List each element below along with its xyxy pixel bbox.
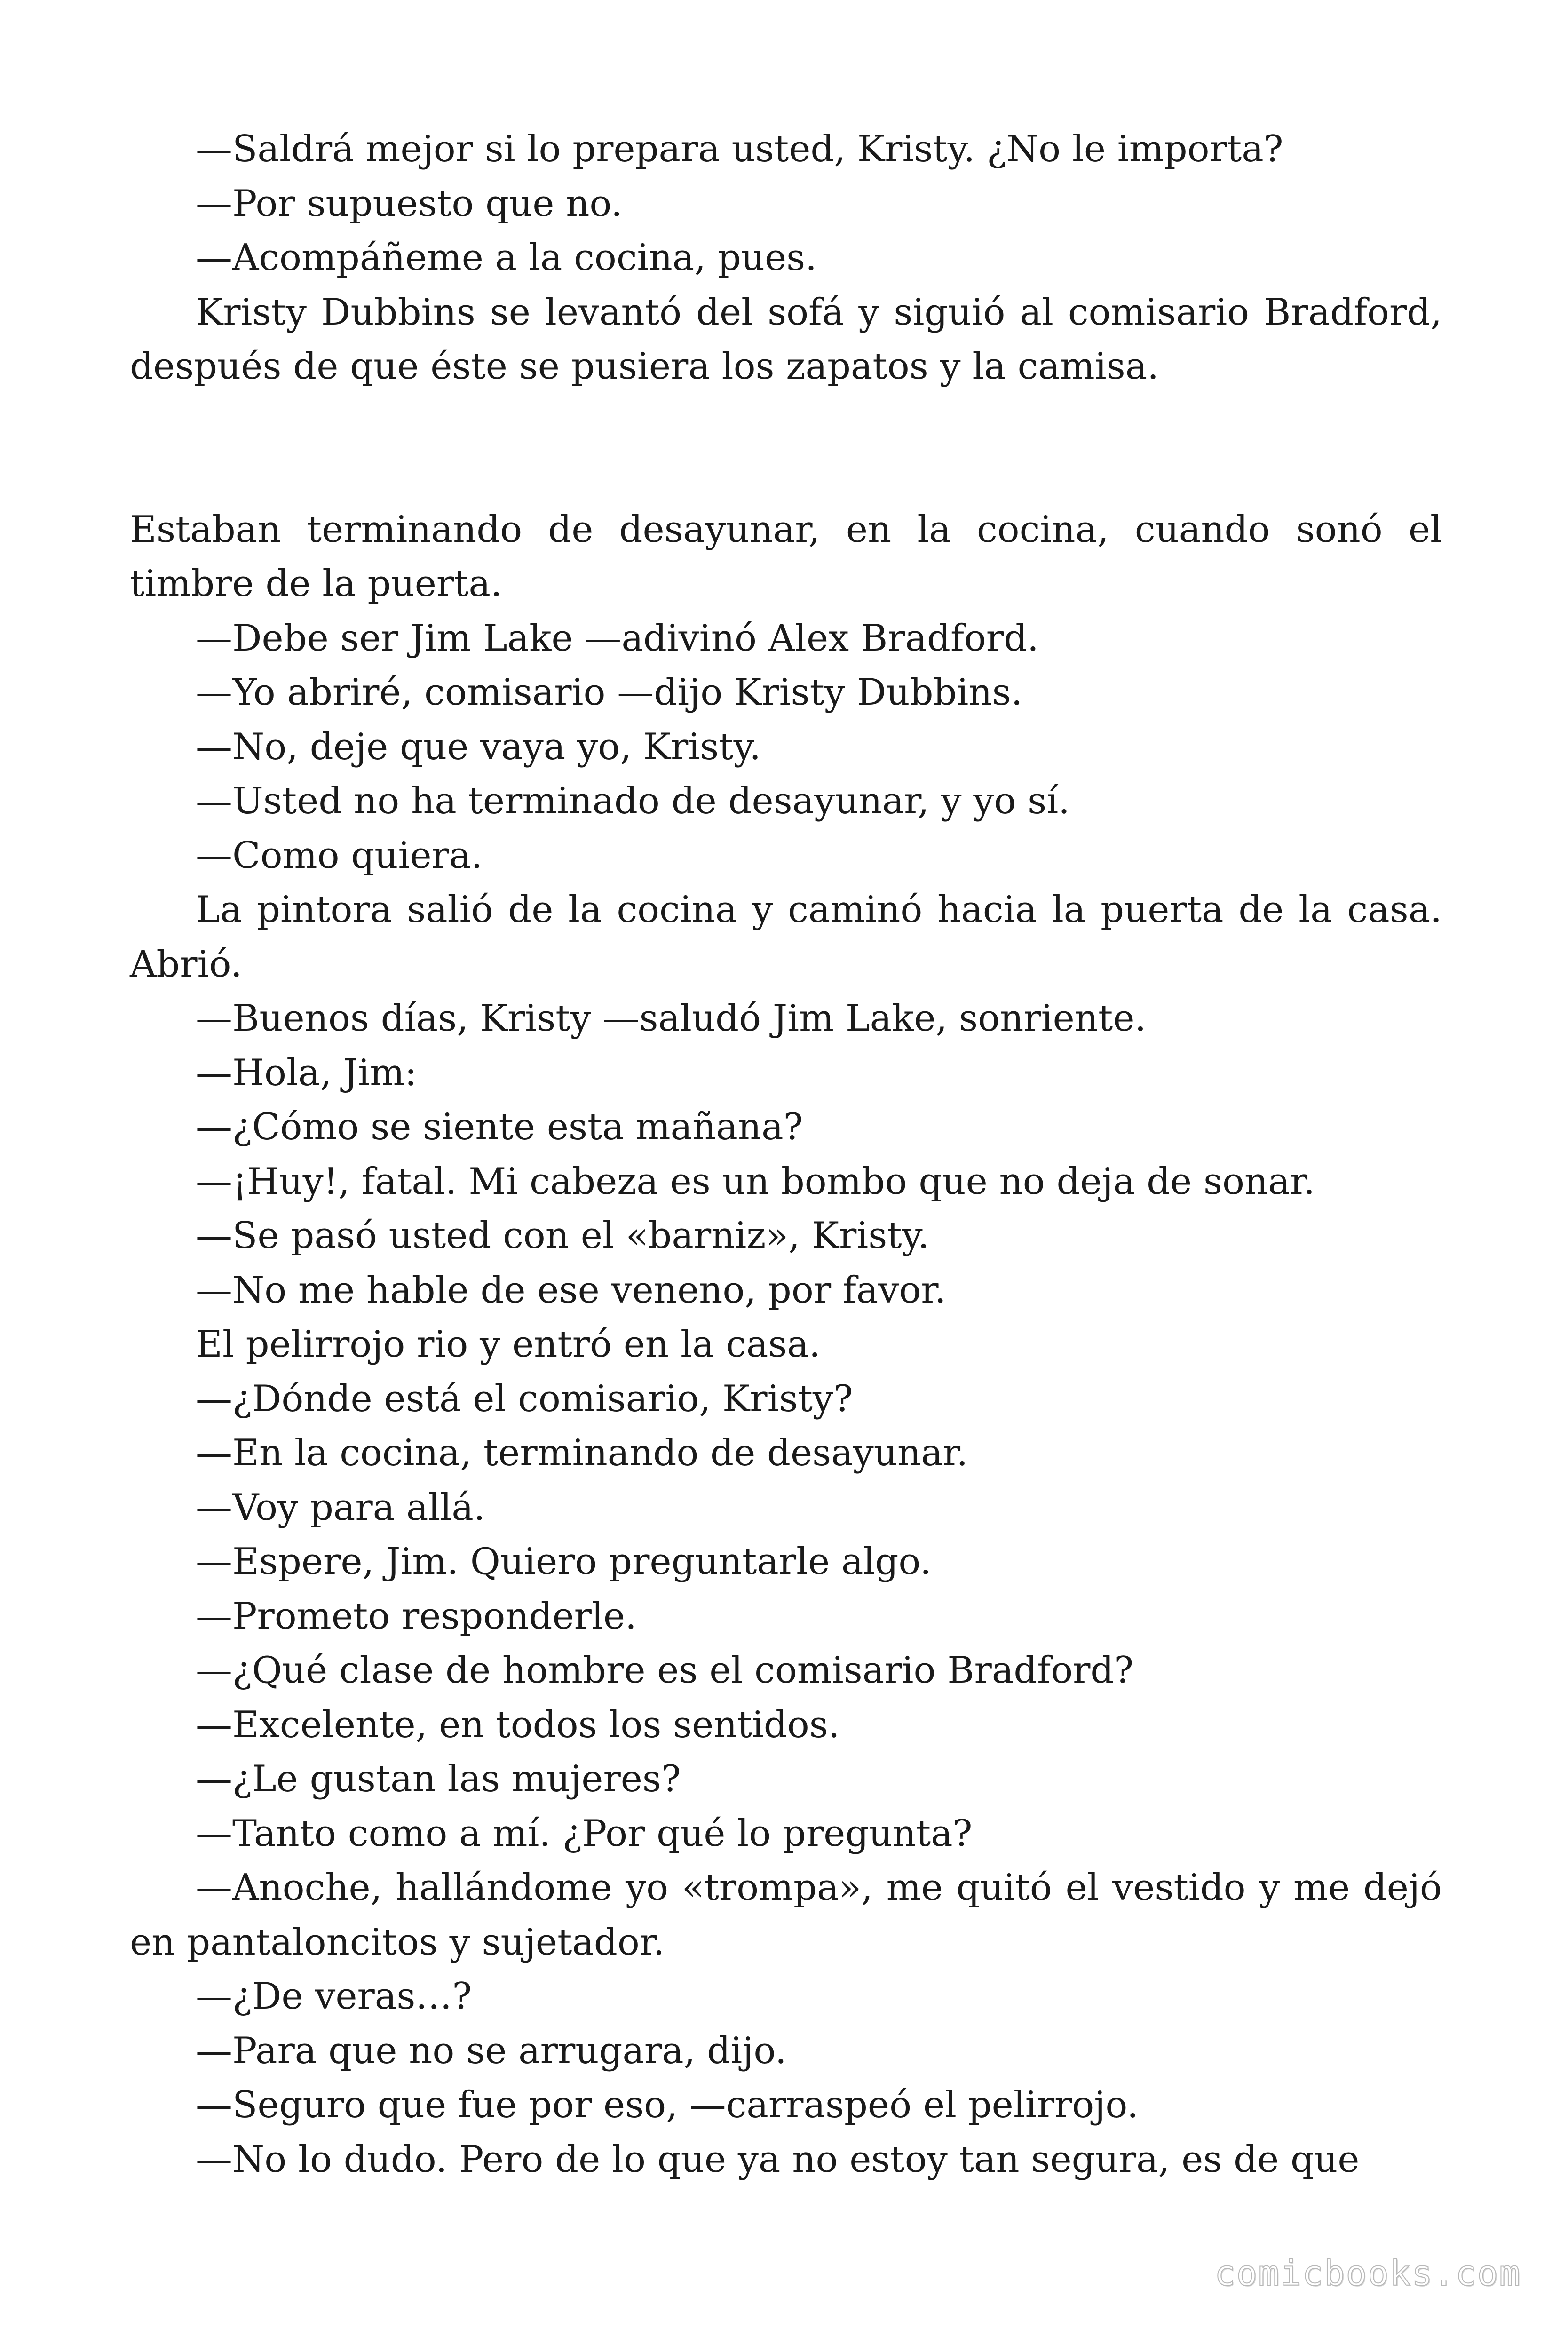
paragraph: —No lo dudo. Pero de lo que ya no estoy tan segura, es de que: [196, 2138, 1360, 2181]
paragraph: —Seguro que fue por eso, —carraspeó el pelirrojo.: [196, 2084, 1139, 2126]
paragraph: —No, deje que vaya yo, Kristy.: [196, 725, 761, 768]
paragraph: —Saldrá mejor si lo prepara usted, Kristy. ¿No le importa?: [196, 128, 1283, 170]
watermark: comicbooks.com: [1214, 2253, 1521, 2294]
paragraph: El pelirrojo rio y entró en la casa.: [196, 1323, 821, 1366]
paragraph: —Voy para allá.: [196, 1486, 485, 1529]
paragraph: —Como quiera.: [196, 834, 483, 877]
paragraph: —Prometo responderle.: [196, 1595, 637, 1637]
paragraph: —¡Huy!, fatal. Mi cabeza es un bombo que no deja de sonar.: [196, 1160, 1315, 1203]
paragraph: —Anoche, hallándome yo «trompa», me quitó el vestido y me dejó en pantaloncitos y sujetador.: [130, 1867, 1442, 1963]
paragraph: —Buenos días, Kristy —saludó Jim Lake, sonriente.: [196, 997, 1147, 1040]
paragraph: —Espere, Jim. Quiero preguntarle algo.: [196, 1541, 932, 1583]
paragraph: —Para que no se arrugara, dijo.: [196, 2029, 787, 2072]
book-page: [130, 122, 1442, 2187]
paragraph: —Tanto como a mí. ¿Por qué lo pregunta?: [196, 1812, 973, 1855]
section-break: [130, 394, 1442, 503]
paragraph: —¿Cómo se siente esta mañana?: [196, 1106, 803, 1148]
paragraph: —¿Qué clase de hombre es el comisario Bradford?: [196, 1649, 1134, 1692]
paragraph: —Excelente, en todos los sentidos.: [196, 1703, 840, 1746]
paragraph: —Debe ser Jim Lake —adivinó Alex Bradford.: [196, 617, 1039, 660]
paragraph: —Yo abriré, comisario —dijo Kristy Dubbins.: [196, 671, 1023, 714]
paragraph: —En la cocina, terminando de desayunar.: [196, 1432, 968, 1474]
paragraph: —Hola, Jim:: [196, 1051, 417, 1094]
paragraph: —¿De veras…?: [196, 1975, 472, 2018]
paragraph: —Por supuesto que no.: [196, 182, 623, 225]
paragraph: —No me hable de ese veneno, por favor.: [196, 1269, 946, 1311]
paragraph: —Se pasó usted con el «barniz», Kristy.: [196, 1215, 930, 1257]
paragraph: —¿Le gustan las mujeres?: [196, 1758, 681, 1800]
paragraph: La pintora salió de la cocina y caminó hacia la puerta de la casa. Abrió.: [130, 889, 1442, 985]
paragraph: —Usted no ha terminado de desayunar, y yo sí.: [196, 780, 1070, 822]
paragraph: —¿Dónde está el comisario, Kristy?: [196, 1377, 853, 1420]
paragraph: —Acompáñeme a la cocina, pues.: [196, 237, 817, 279]
paragraph: Kristy Dubbins se levantó del sofá y siguió al comisario Bradford, después de que éste se pusiera los zapatos y la camisa.: [130, 291, 1442, 388]
section-opening-paragraph: Estaban terminando de desayunar, en la cocina, cuando sonó el timbre de la puerta.: [130, 508, 1442, 605]
